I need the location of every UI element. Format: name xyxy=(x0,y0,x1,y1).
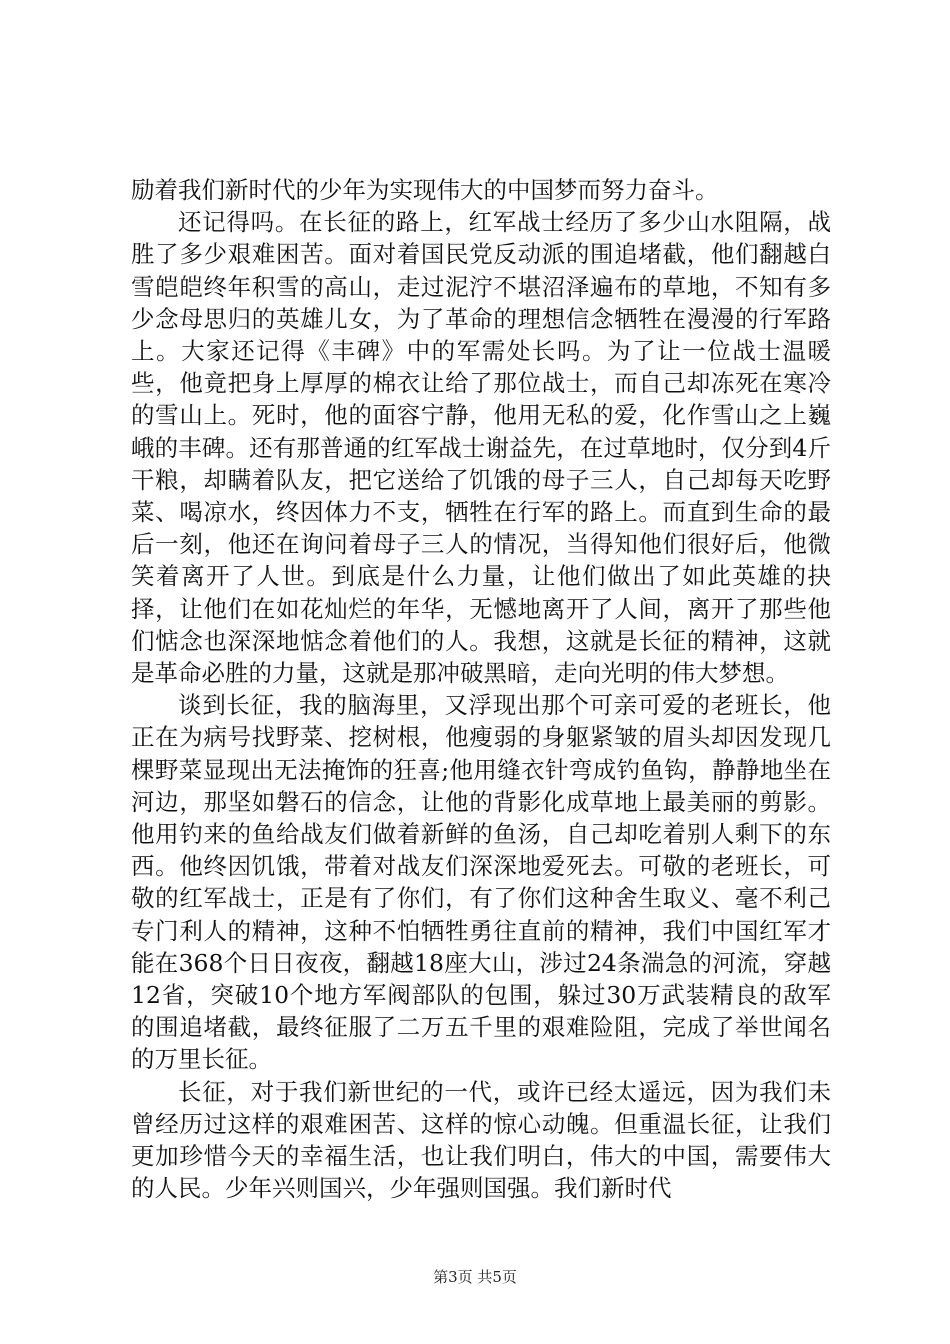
paragraph-continuation: 励着我们新时代的少年为实现伟大的中国梦而努力奋斗。 xyxy=(131,176,719,204)
page-number-footer: 第3页 共5页 xyxy=(433,1268,517,1286)
paragraph-new-generation: 长征，对于我们新世纪的一代，或许已经太遥远，因为我们未曾经历过这样的艰难困苦、这样的惊心动魄。但重温长征，让我们更加珍惜今天的幸福生活，也让我们明白，伟大的中国，需要伟大的人民。少年兴则国兴，少年强则国强。我们新时代 xyxy=(131,1077,831,1203)
paragraph-remember-long-march: 还记得吗。在长征的路上，红军战士经历了多少山水阻隔，战胜了多少艰难困苦。面对着国民党反动派的围追堵截，他们翻越白雪皑皑终年积雪的高山，走过泥泞不堪沼泽遍布的草地，不知有多少念母思归的英雄儿女，为了革命的理想信念牺牲在漫漫的行军路上。大家还记得《丰碑》中的军需处长吗。为了让一位战士温暖些，他竟把身上厚厚的棉衣让给了那位战士，而自己却冻死在寒冷的雪山上。死时，他的面容宁静，他用无私的爱，化作雪山之上巍峨的丰碑。还有那普通的红军战士谢益先，在过草地时，仅分到4斤干粮，却瞒着队友，把它送给了饥饿的母子三人，自己却每天吃野菜、喝凉水，终因体力不支，牺牲在行军的路上。而直到生命的最后一刻，他还在询问着母子三人的情况，当得知他们很好后，他微笑着离开了人世。到底是什么力量，让他们做出了如此英雄的抉择，让他们在如花灿烂的年华，无憾地离开了人间，离开了那些他们惦念也深深地惦念着他们的人。我想，这就是长征的精神，这就是革命必胜的力量，这就是那冲破黑暗，走向光明的伟大梦想。 xyxy=(131,208,831,688)
paragraph-old-squad-leader: 谈到长征，我的脑海里，又浮现出那个可亲可爱的老班长，他正在为病号找野菜、挖树根，他瘦弱的身躯紧皱的眉头却因发现几棵野菜显现出无法掩饰的狂喜;他用缝衣针弯成钓鱼钩，静静地坐在河边，那坚如磐石的信念，让他的背影化成草地上最美丽的剪影。他用钓来的鱼给战友们做着新鲜的鱼汤，自己却吃着别人剩下的东西。他终因饥饿，带着对战友们深深地爱死去。可敬的老班长，可敬的红军战士，正是有了你们，有了你们这种舍生取义、毫不利己专门利人的精神，这种不怕牺牲勇往直前的精神，我们中国红军才能在368个日日夜夜，翻越18座大山，涉过24条湍急的河流，穿越12省，突破10个地方军阀部队的包围，躲过30万武装精良的敌军的围追堵截，最终征服了二万五千里的艰难险阻，完成了举世闻名的万里长征。 xyxy=(131,691,831,1074)
document-body xyxy=(131,174,831,1205)
